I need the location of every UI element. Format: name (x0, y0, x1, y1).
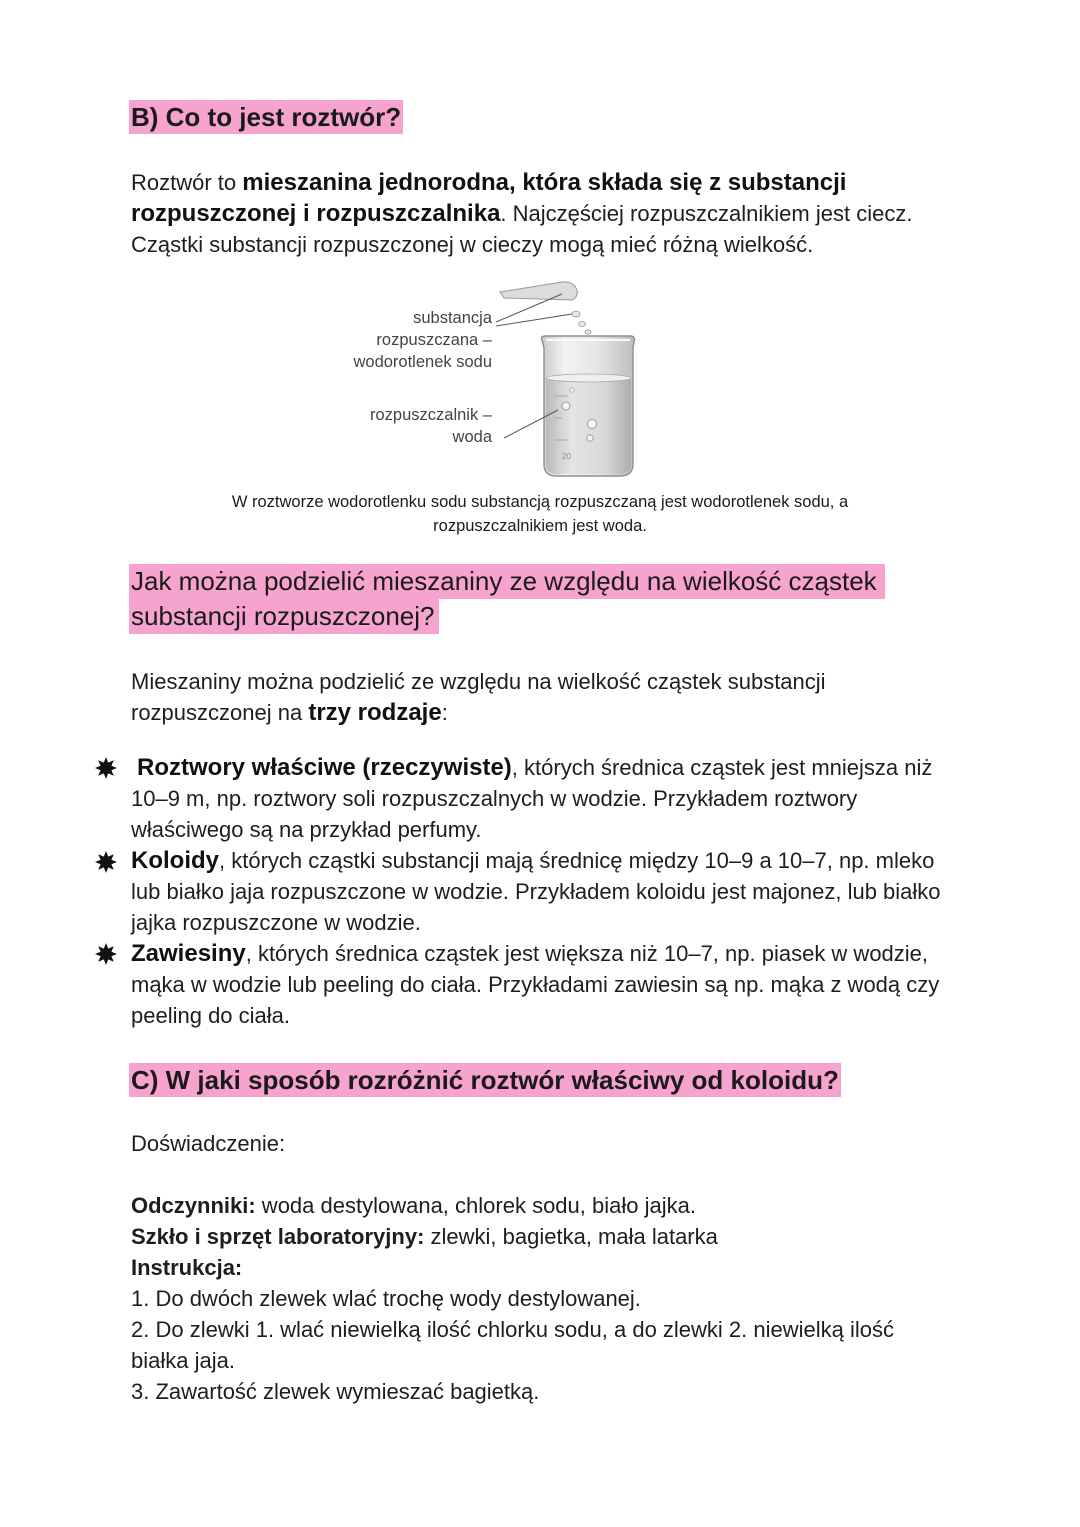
bubble-icon (570, 388, 574, 392)
solution-definition: Roztwór to mieszanina jednorodna, która składa się z substancji rozpuszczonej i rozpuszczalnika. Najczęściej rozpuszczalnikiem jest ciecz. Cząstki substancji rozpuszczonej w cieczy mogą mieć różną wielkość. (131, 169, 913, 257)
instruction-step: 2. Do zlewki 1. wlać niewielką ilość chlorku sodu, a do zlewki 2. niewielką ilość białka jaja. (131, 1317, 894, 1373)
equipment-line: Szkło i sprzęt laboratoryjny: zlewki, bagietka, mała latarka (131, 1224, 718, 1249)
solvent-label: rozpuszczalnik – woda (370, 406, 492, 446)
reagents-line: Odczynniki: woda destylowana, chlorek sodu, biało jajka. (131, 1193, 696, 1218)
question-heading: Jak można podzielić mieszaniny ze względu na wielkość cząstek substancji rozpuszczonej? (129, 564, 885, 634)
instruction-step: 1. Do dwóch zlewek wlać trochę wody destylowanej. (131, 1286, 641, 1311)
answer-paragraph: Mieszaniny można podzielić ze względu na wielkość cząstek substancji rozpuszczonej na trzy rodzaje: (131, 669, 826, 726)
instruction-step: 3. Zawartość zlewek wymieszać bagietką. (131, 1379, 540, 1404)
beaker-mark: 20 (562, 452, 571, 461)
section-c-heading: C) W jaki sposób rozróżnić roztwór właściwy od koloidu? (131, 1065, 839, 1095)
bullet-true-solutions: Roztwory właściwe (rzeczywiste), których średnica cząstek jest mniejsza niż 10–9 m, np. roztwory soli rozpuszczalnych w wodzie. Przykładem roztwory właściwego są na przykład perfumy. (131, 754, 933, 842)
bullet-colloids: Koloidy, których cząstki substancji mają średnicę między 10–9 a 10–7, np. mleko lub białko jaja rozpuszczone w wodzie. Przykładem koloidu jest majonez, lub białko jajka rozpuszczone w wodzie. (131, 847, 941, 935)
spatula-icon (500, 282, 577, 300)
bullet-star-icon (95, 851, 117, 873)
bullet-star-icon (95, 757, 117, 779)
pellet-icon (585, 330, 591, 334)
experiment-label: Doświadczenie: (131, 1131, 286, 1156)
figure-caption: W roztworze wodorotlenku sodu substancją rozpuszczaną jest wodorotlenek sodu, a rozpuszczalnikiem jest woda. (231, 493, 849, 535)
bullet-suspensions: Zawiesiny, których średnica cząstek jest większa niż 10–7, np. piasek w wodzie, mąka w wodzie lub peeling do ciała. Przykładami zawiesin są np. mąka z wodą czy peeling do ciała. (131, 940, 940, 1028)
instruction-label: Instrukcja: (131, 1255, 243, 1280)
pellet-icon (572, 311, 580, 317)
section-b-heading: B) Co to jest roztwór? (131, 102, 402, 132)
bubble-icon (587, 435, 593, 441)
solute-label: substancja rozpuszczana – wodorotlenek sodu (353, 309, 492, 371)
beaker-figure (300, 278, 700, 483)
pellet-icon (579, 321, 586, 326)
experiment-details (131, 1190, 961, 1407)
bubble-icon (562, 402, 570, 410)
bullet-star-icon (95, 943, 117, 965)
bubble-icon (588, 420, 597, 429)
beaker-illustration (300, 278, 700, 483)
